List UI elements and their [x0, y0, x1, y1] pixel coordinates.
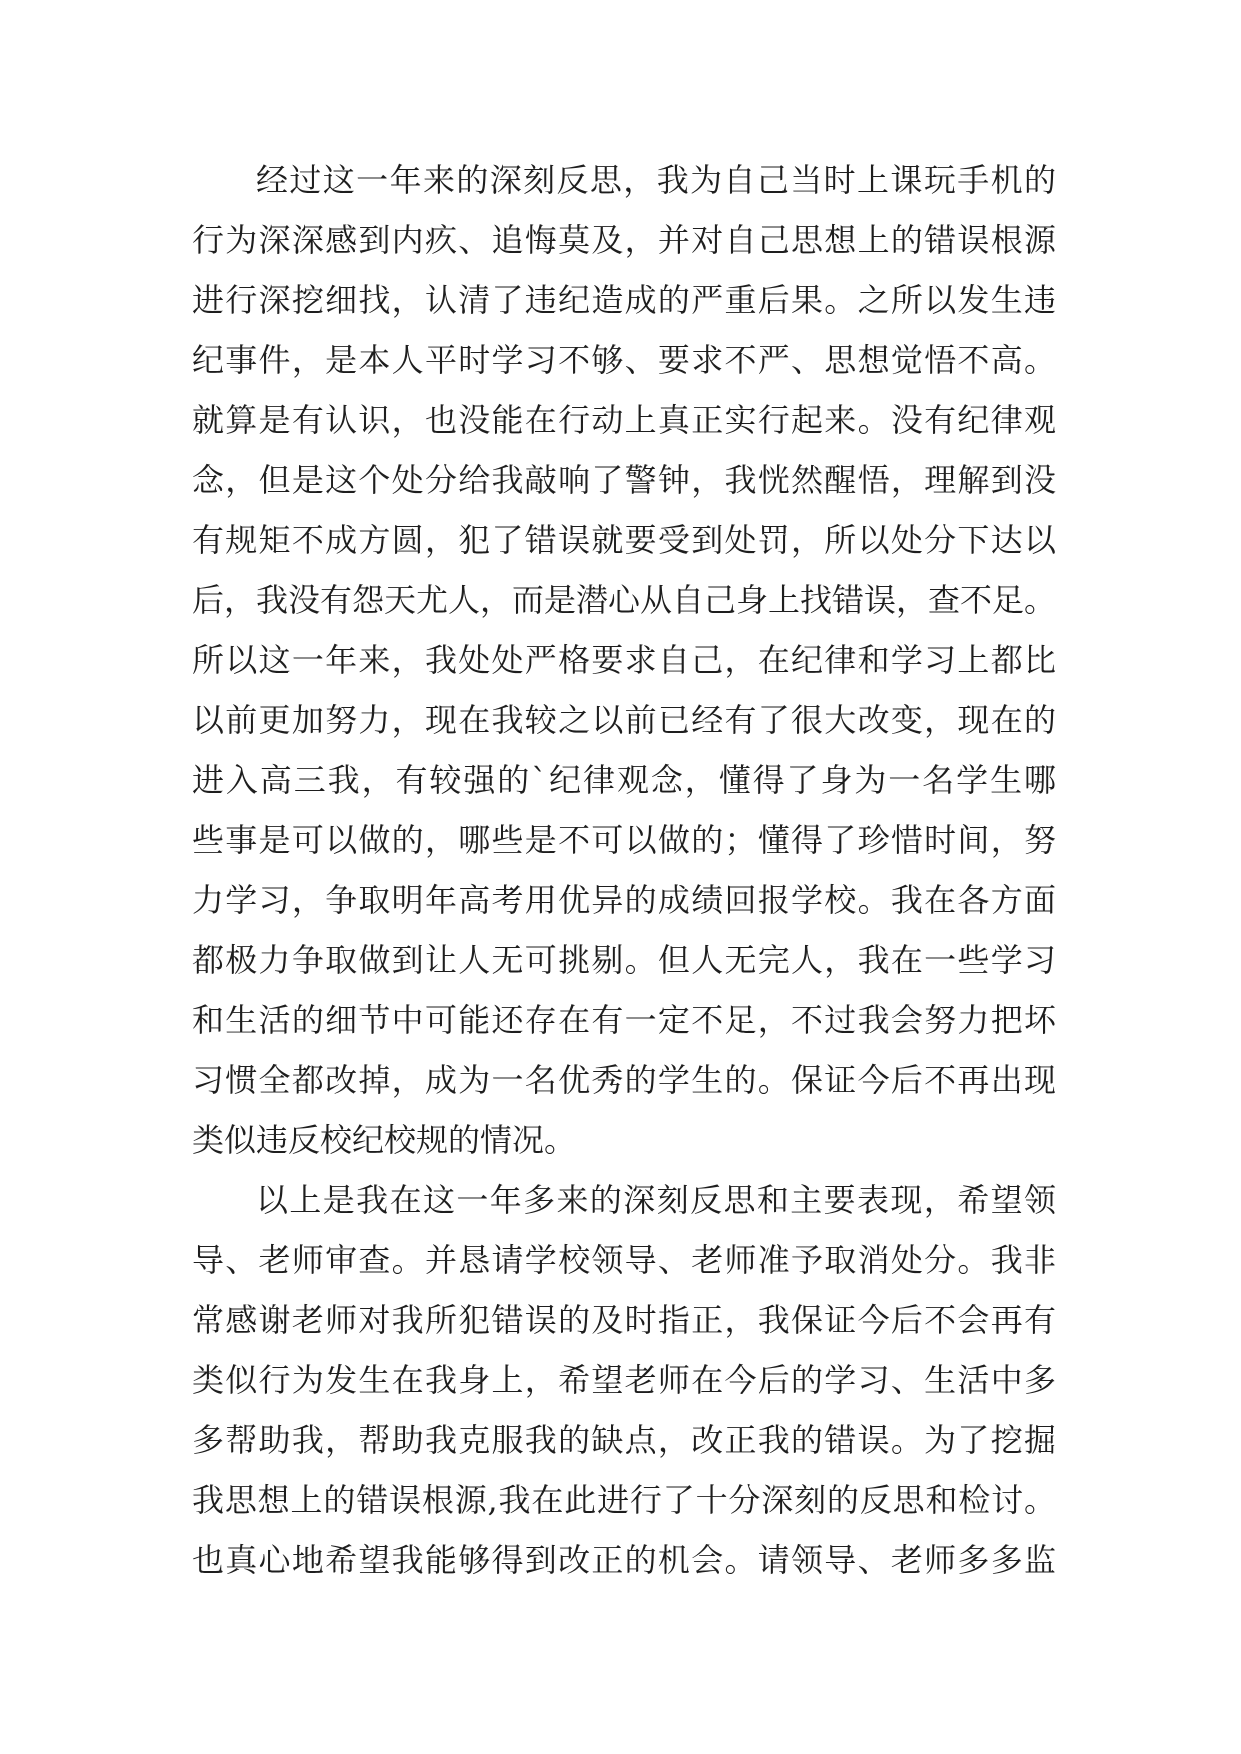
- text-line: 也真心地希望我能够得到改正的机会。请领导、老师多多监: [192, 1541, 1056, 1579]
- text-line: 念，但是这个处分给我敲响了警钟，我恍然醒悟，理解到没: [192, 461, 1056, 499]
- text-line: 纪事件，是本人平时学习不够、要求不严、思想觉悟不高。: [192, 341, 1056, 379]
- document-body: [192, 150, 1056, 1590]
- text-line: 和生活的细节中可能还存在有一定不足，不过我会努力把坏: [192, 1001, 1056, 1039]
- text-line: 力学习，争取明年高考用优异的成绩回报学校。我在各方面: [192, 881, 1056, 919]
- text-line: 以前更加努力，现在我较之以前已经有了很大改变，现在的: [192, 701, 1056, 739]
- text-line: 进行深挖细找，认清了违纪造成的严重后果。之所以发生违: [192, 281, 1056, 319]
- text-line: 我思想上的错误根源,我在此进行了十分深刻的反思和检讨。: [192, 1481, 1056, 1519]
- text-line: 导、老师审查。并恳请学校领导、老师准予取消处分。我非: [192, 1241, 1056, 1279]
- text-line: 有规矩不成方圆，犯了错误就要受到处罚，所以处分下达以: [192, 521, 1056, 559]
- paragraph-2: [192, 1170, 1056, 1590]
- text-line: 就算是有认识，也没能在行动上真正实行起来。没有纪律观: [192, 401, 1056, 439]
- text-line: 经过这一年来的深刻反思，我为自己当时上课玩手机的: [256, 161, 1056, 199]
- text-line: 以上是我在这一年多来的深刻反思和主要表现，希望领: [256, 1181, 1056, 1219]
- text-line: 常感谢老师对我所犯错误的及时指正，我保证今后不会再有: [192, 1301, 1056, 1339]
- text-line: 类似违反校纪校规的情况。: [192, 1121, 577, 1159]
- text-line: 类似行为发生在我身上，希望老师在今后的学习、生活中多: [192, 1361, 1056, 1399]
- text-line: 都极力争取做到让人无可挑剔。但人无完人，我在一些学习: [192, 941, 1056, 979]
- paragraph-1: [192, 150, 1056, 1170]
- text-line: 所以这一年来，我处处严格要求自己，在纪律和学习上都比: [192, 641, 1056, 679]
- text-line: 多帮助我，帮助我克服我的缺点，改正我的错误。为了挖掘: [192, 1421, 1056, 1459]
- text-line: 习惯全都改掉，成为一名优秀的学生的。保证今后不再出现: [192, 1061, 1056, 1099]
- text-line: 些事是可以做的，哪些是不可以做的；懂得了珍惜时间，努: [192, 821, 1056, 859]
- text-line: 进入高三我，有较强的`纪律观念，懂得了身为一名学生哪: [192, 761, 1056, 799]
- text-line: 后，我没有怨天尤人，而是潜心从自己身上找错误，查不足。: [192, 581, 1056, 619]
- text-line: 行为深深感到内疚、追悔莫及，并对自己思想上的错误根源: [192, 221, 1056, 259]
